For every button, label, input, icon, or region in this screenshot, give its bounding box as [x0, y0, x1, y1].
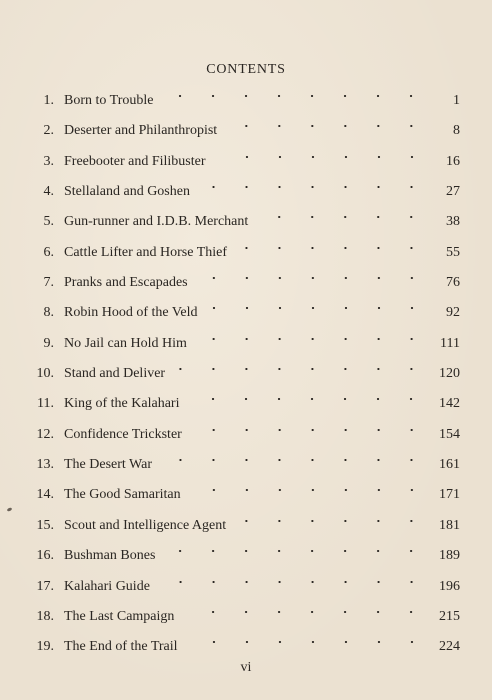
dot-leader	[193, 333, 428, 347]
chapter-number: 11.	[37, 396, 54, 412]
chapter-title: The End of the Trail	[64, 639, 178, 655]
chapter-title: The Good Samaritan	[64, 487, 181, 503]
dot-leader	[156, 576, 428, 590]
chapter-number: 19.	[36, 639, 54, 655]
chapter-number: 1.	[43, 93, 54, 108]
table-of-contents	[26, 86, 460, 663]
dot-leader	[223, 120, 428, 134]
dot-leader	[161, 545, 428, 559]
dot-leader	[171, 363, 428, 377]
dot-leader	[212, 151, 428, 165]
chapter-page-number: 224	[439, 639, 460, 655]
toc-entry	[26, 329, 460, 359]
dot-leader	[184, 636, 428, 650]
toc-entry	[26, 480, 460, 510]
chapter-page-number: 55	[446, 244, 460, 260]
chapter-page-number: 92	[446, 305, 460, 321]
toc-entry	[26, 177, 460, 207]
chapter-number: 18.	[36, 608, 54, 624]
chapter-number: 9.	[43, 335, 54, 351]
chapter-title: Gun-runner and I.D.B. Merchant	[64, 214, 249, 230]
chapter-number: 5.	[43, 214, 54, 230]
toc-entry	[26, 632, 460, 662]
chapter-number: 12.	[36, 426, 54, 442]
toc-entry	[26, 511, 460, 541]
dot-leader	[158, 454, 428, 468]
chapter-page-number: 181	[439, 517, 460, 533]
toc-entry	[26, 359, 460, 389]
dot-leader	[204, 302, 428, 316]
toc-entry	[26, 116, 460, 146]
chapter-title: Scout and Intelligence Agent	[64, 517, 227, 533]
chapter-title: Stand and Deliver	[64, 366, 166, 382]
toc-entry	[26, 86, 460, 116]
chapter-number: 10.	[36, 366, 54, 382]
chapter-number: 14.	[36, 487, 54, 503]
dot-leader	[254, 211, 428, 225]
dot-leader	[159, 90, 428, 104]
dot-leader	[194, 272, 428, 286]
chapter-title: Confidence Trickster	[64, 426, 182, 442]
dot-leader	[233, 242, 428, 256]
chapter-number: 13.	[36, 457, 54, 473]
toc-entry	[26, 389, 460, 419]
chapter-title: Stellaland and Goshen	[64, 184, 190, 200]
chapter-title: The Desert War	[64, 457, 153, 473]
chapter-title: Robin Hood of the Veld	[64, 305, 198, 321]
paper-speck	[7, 507, 13, 512]
chapter-page-number: 8	[453, 123, 460, 139]
toc-entry	[26, 207, 460, 237]
chapter-title: Kalahari Guide	[64, 578, 150, 594]
chapter-title: Pranks and Escapades	[64, 275, 188, 291]
chapter-page-number: 196	[439, 578, 460, 594]
dot-leader	[188, 424, 428, 438]
chapter-title: Bushman Bones	[64, 548, 156, 564]
toc-entry	[26, 298, 460, 328]
chapter-number: 7.	[43, 275, 54, 291]
dot-leader	[232, 515, 428, 529]
toc-entry	[26, 238, 460, 268]
dot-leader	[187, 484, 428, 498]
chapter-page-number: 1	[453, 93, 460, 108]
chapter-title: Freebooter and Filibuster	[64, 153, 206, 169]
chapter-number: 16.	[36, 548, 54, 564]
chapter-title: Deserter and Philanthropist	[64, 123, 218, 139]
chapter-number: 6.	[43, 244, 54, 260]
page-number: vi	[240, 660, 252, 675]
chapter-title: Cattle Lifter and Horse Thief	[64, 244, 228, 260]
chapter-title: Born to Trouble	[64, 93, 154, 108]
chapter-page-number: 27	[446, 184, 460, 200]
chapter-title: The Last Campaign	[64, 608, 175, 624]
chapter-page-number: 111	[440, 335, 460, 351]
contents-heading: CONTENTS	[206, 62, 286, 77]
chapter-number: 15.	[36, 517, 54, 533]
toc-entry	[26, 420, 460, 450]
toc-entry	[26, 147, 460, 177]
chapter-page-number: 154	[439, 426, 460, 442]
chapter-page-number: 189	[439, 548, 460, 564]
chapter-page-number: 38	[446, 214, 460, 230]
chapter-page-number: 171	[439, 487, 460, 503]
chapter-number: 2.	[43, 123, 54, 139]
dot-leader	[185, 393, 428, 407]
dot-leader	[196, 181, 428, 195]
chapter-number: 3.	[43, 153, 54, 169]
dot-leader	[180, 606, 428, 620]
chapter-page-number: 120	[439, 366, 460, 382]
chapter-title: No Jail can Hold Him	[64, 335, 187, 351]
chapter-page-number: 76	[446, 275, 460, 291]
toc-entry	[26, 268, 460, 298]
chapter-number: 17.	[36, 578, 54, 594]
toc-entry	[26, 450, 460, 480]
toc-entry	[26, 541, 460, 571]
chapter-number: 8.	[43, 305, 54, 321]
chapter-title: King of the Kalahari	[64, 396, 180, 412]
chapter-page-number: 215	[439, 608, 460, 624]
toc-entry	[26, 572, 460, 602]
chapter-page-number: 16	[446, 153, 460, 169]
toc-entry	[26, 602, 460, 632]
chapter-number: 4.	[43, 184, 54, 200]
chapter-page-number: 161	[439, 457, 460, 473]
chapter-page-number: 142	[439, 396, 460, 412]
